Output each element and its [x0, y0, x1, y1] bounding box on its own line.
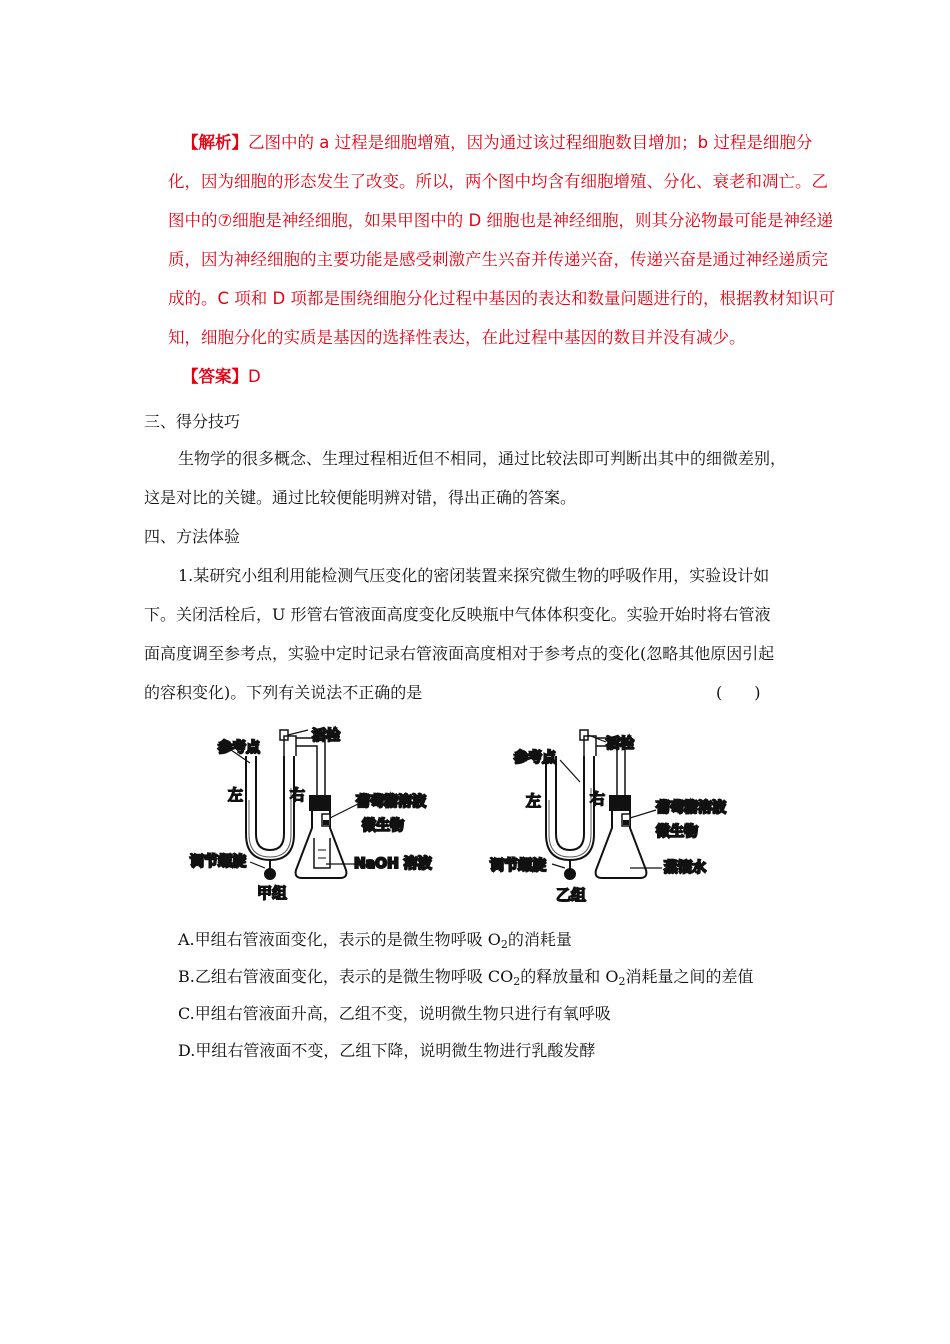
- analysis-line-3: 图中的⑦细胞是神经细胞，如果甲图中的 D 细胞也是神经细胞，则其分泌物最可能是神经递: [168, 211, 833, 230]
- group-b-microbe-label: 微生物: [656, 824, 698, 840]
- group-a-microbe-label: 微生物: [362, 818, 404, 834]
- group-b-glucose-label: 葡萄糖溶液: [656, 800, 726, 816]
- option-b: B.乙组右管液面变化，表示的是微生物呼吸 $CO_2$的释放量和 $O_2$消耗量之间的差值: [178, 967, 754, 988]
- answer-line: [182, 367, 261, 387]
- group-a-solution-label: NaOH 溶液: [354, 856, 432, 872]
- analysis-line-6: 知，细胞分化的实质是基因的选择性表达，在此过程中基因的数目并没有减少。: [168, 328, 746, 347]
- answer-tag: 【答案】: [182, 367, 248, 386]
- option-c: C.甲组右管液面升高，乙组不变，说明微生物只进行有氧呼吸: [178, 1004, 611, 1023]
- question-line-1: 1.某研究小组利用能检测气压变化的密闭装置来探究微生物的呼吸作用，实验设计如: [178, 566, 770, 585]
- question-line-3: 面高度调至参考点，实验中定时记录右管液面高度相对于参考点的变化(忽略其他原因引起: [144, 644, 775, 663]
- group-a-right-label: 右: [290, 786, 306, 804]
- group-b-solution-label: 蒸馏水: [664, 860, 706, 876]
- option-a: A.甲组右管液面变化，表示的是微生物呼吸 $O_2$的消耗量: [178, 930, 572, 951]
- group-b-screw-label: 调节螺旋: [490, 858, 546, 874]
- analysis-line-4: 质，因为神经细胞的主要功能是感受刺激产生兴奋并传递兴奋，传递兴奋是通过神经递质完: [168, 250, 828, 269]
- group-a-left-label: 左: [228, 786, 244, 804]
- section4-heading: 四、方法体验: [144, 527, 241, 546]
- group-b-caption: 乙组: [556, 886, 587, 904]
- analysis-line-2: 化，因为细胞的形态发生了改变。所以，两个图中均含有细胞增殖、分化、衰老和凋亡。乙: [168, 172, 828, 191]
- answer-paren: ( ): [716, 683, 761, 702]
- group-a-stopcock-label: 活栓: [312, 728, 340, 744]
- section3-line-2: 这是对比的关键。通过比较便能明辨对错，得出正确的答案。: [144, 488, 577, 507]
- analysis-tag: 【解析】: [182, 133, 248, 152]
- answer-value: D: [248, 367, 261, 386]
- experiment-figure: [0, 718, 950, 918]
- analysis-text: 乙图中的 a 过程是细胞增殖，因为通过该过程细胞数目增加；b 过程是细胞分: [248, 133, 813, 152]
- option-d: D.甲组右管液面不变，乙组下降，说明微生物进行乳酸发酵: [178, 1041, 596, 1060]
- section3-heading: 三、得分技巧: [144, 412, 241, 431]
- group-b-ref-label: 参考点: [514, 750, 556, 766]
- question-line-4: 的容积变化)。下列有关说法不正确的是: [144, 683, 423, 702]
- group-a-ref-label: 参考点: [218, 740, 260, 756]
- group-a-glucose-label: 葡萄糖溶液: [356, 794, 426, 810]
- question-line-2: 下。关闭活栓后，U 形管右管液面高度变化反映瓶中气体体积变化。实验开始时将右管液: [144, 605, 771, 624]
- group-b-stopcock-label: 活栓: [606, 736, 634, 752]
- group-a-screw-label: 调节螺旋: [190, 854, 246, 870]
- analysis-line-5: 成的。C 项和 D 项都是围绕细胞分化过程中基因的表达和数量问题进行的，根据教材知识可: [168, 289, 835, 308]
- group-a-caption: 甲组: [257, 884, 288, 902]
- group-b-left-label: 左: [526, 792, 542, 810]
- group-b-right-label: 右: [590, 790, 606, 808]
- section3-line-1: 生物学的很多概念、生理过程相近但不相同，通过比较法即可判断出其中的细微差别，: [178, 449, 787, 468]
- analysis-line-1: [182, 133, 812, 153]
